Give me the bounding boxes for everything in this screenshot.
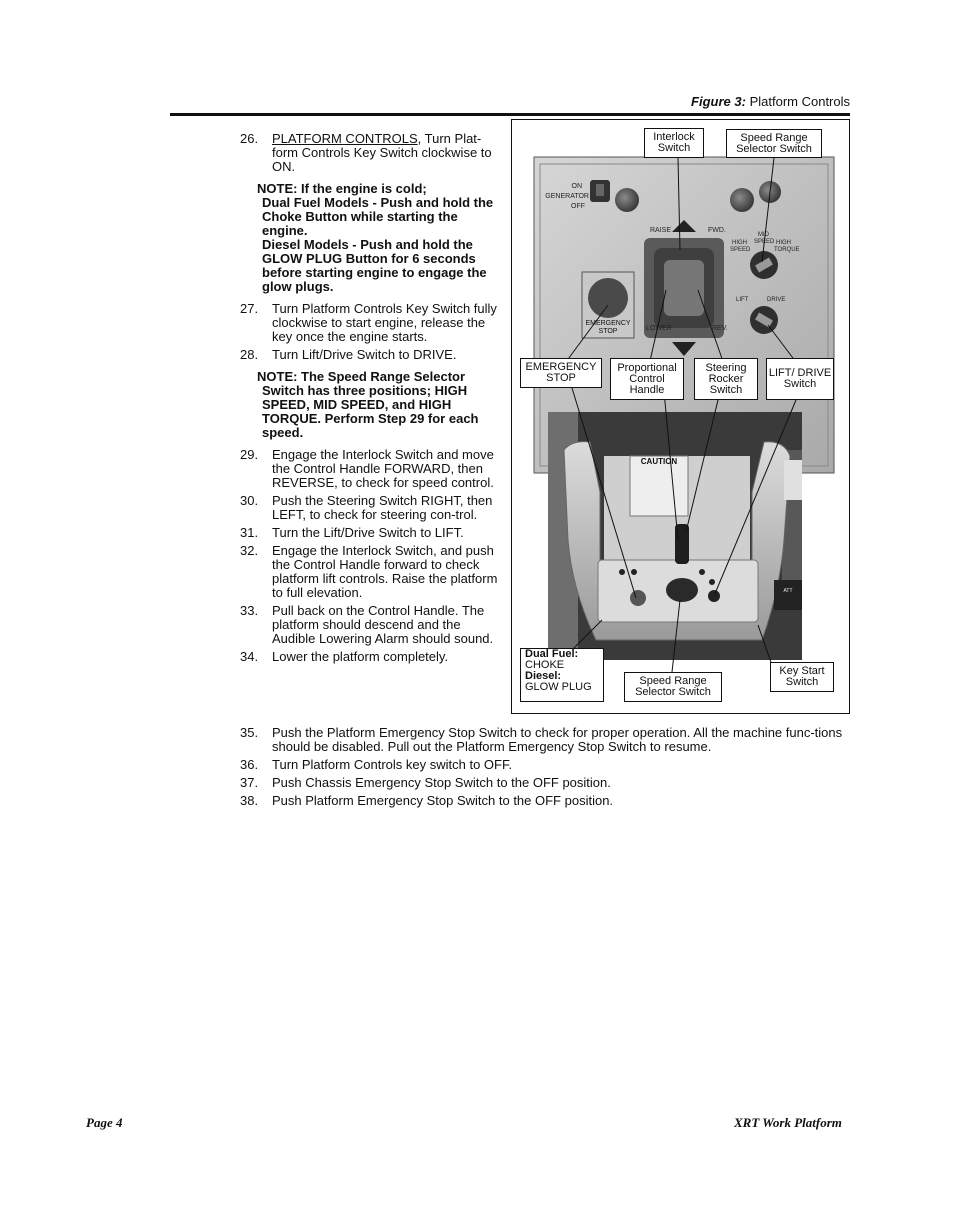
step-number: 32. [240, 543, 259, 558]
step-27 [240, 302, 502, 344]
step-text: Push Chassis Emergency Stop Switch to the OFF position. [272, 775, 611, 790]
choke-label: CHOKE [525, 659, 565, 671]
footer-page-number: Page 4 [86, 1115, 123, 1130]
step-text: Turn Lift/Drive Switch to DRIVE. [272, 347, 457, 362]
svg-text:RAISE: RAISE [650, 227, 672, 234]
steps-column [240, 132, 502, 668]
step-30 [240, 494, 502, 522]
step-number: 29. [240, 447, 259, 462]
glow-plug-label: GLOW PLUG [525, 681, 592, 693]
lift-drive-switch-icon [750, 306, 778, 334]
svg-text:OFF: OFF [571, 203, 585, 210]
note-engine-cold [257, 182, 502, 294]
step-31 [240, 526, 502, 540]
footer-document-title: XRT Work Platform [734, 1115, 842, 1130]
emergency-stop-small-icon [630, 590, 646, 606]
step-number: 36. [240, 757, 259, 772]
step-34 [240, 650, 502, 664]
svg-text:ON: ON [571, 183, 582, 190]
svg-text:FWD.: FWD. [708, 227, 726, 234]
step-35 [240, 726, 852, 754]
step-text: Turn Platform Controls Key Switch fully clockwise to start engine, release the key once the engine starts. [272, 301, 497, 344]
callout-speed-range-top: Speed Range Selector Switch [726, 129, 822, 158]
svg-text:LOWER: LOWER [646, 325, 672, 332]
svg-text:HIGH: HIGH [776, 240, 791, 246]
note-line: NOTE: If the engine is cold; [257, 181, 427, 196]
step-text: Push the Steering Switch RIGHT, then LEFT, to check for steering con-trol. [272, 493, 493, 522]
diesel-label: Diesel: [525, 670, 562, 682]
svg-text:SPEED: SPEED [754, 239, 775, 245]
figure-title: Platform Controls [749, 94, 850, 109]
callout-lift-drive: LIFT/ DRIVE Switch [766, 358, 834, 400]
step-36 [240, 758, 852, 772]
header-rule [170, 113, 850, 116]
callout-interlock-switch: Interlock Switch [644, 128, 704, 158]
note-line: NOTE: The Speed Range Selector [257, 369, 466, 384]
figure-caption [691, 94, 850, 109]
step-number: 34. [240, 649, 259, 664]
note-line: Diesel Models - Push and hold the GLOW PLUG Button for 6 seconds before starting engine to engage the glow plugs. [262, 237, 487, 294]
svg-text:SPEED: SPEED [730, 247, 751, 253]
svg-text:CAUTION: CAUTION [640, 457, 678, 466]
step-text: Lower the platform completely. [272, 649, 449, 664]
note-line: Switch has three positions; HIGH SPEED, MID SPEED, and HIGH TORQUE. Perform Step 29 for each speed. [262, 383, 479, 440]
step-text: Turn Platform Controls key switch to OFF. [272, 757, 513, 772]
svg-text:TORQUE: TORQUE [774, 247, 800, 253]
figure-label: Figure 3: [691, 94, 746, 109]
dual-fuel-label: Dual Fuel: [525, 648, 579, 660]
svg-text:DRIVE: DRIVE [767, 297, 786, 303]
step-number: 28. [240, 347, 259, 362]
svg-text:HIGH: HIGH [732, 240, 747, 246]
step-number: 33. [240, 603, 259, 618]
step-number: 38. [240, 793, 259, 808]
step-text: Turn the Lift/Drive Switch to LIFT. [272, 525, 464, 540]
svg-text:REV.: REV. [712, 325, 728, 332]
step-26 [240, 132, 502, 174]
svg-text:GENERATOR: GENERATOR [545, 193, 589, 200]
step-text [272, 132, 502, 174]
step-text: Push the Platform Emergency Stop Switch to check for proper operation. All the machine func-tions should be disabled. Pull out the Platform Emergency Stop Switch to resume. [272, 725, 843, 754]
svg-text:ATT: ATT [783, 588, 793, 594]
step-text: Push Platform Emergency Stop Switch to the OFF position. [272, 793, 614, 808]
lower-control-box-photo [548, 412, 802, 660]
steps-wide [240, 726, 852, 812]
platform-controls-figure [511, 119, 850, 714]
step-33 [240, 604, 502, 646]
svg-text:LIFT: LIFT [736, 297, 749, 303]
callout-key-start: Key Start Switch [770, 662, 834, 692]
step-number: 35. [240, 725, 259, 740]
step-text: Engage the Interlock Switch and move the Control Handle FORWARD, then REVERSE, to check for speed control. [272, 447, 494, 490]
step-37 [240, 776, 852, 790]
step-28 [240, 348, 502, 362]
svg-text:MID: MID [758, 232, 769, 238]
callout-emergency-stop: EMERGENCY STOP [520, 358, 602, 388]
callout-proportional-handle: Proportional Control Handle [610, 358, 684, 400]
panel-button-icon [730, 188, 754, 212]
step-number: 37. [240, 775, 259, 790]
step-32 [240, 544, 502, 600]
step-number: 31. [240, 525, 259, 540]
step-38 [240, 794, 852, 808]
svg-text:STOP: STOP [598, 328, 618, 335]
figure-illustration [512, 120, 849, 713]
callout-speed-range-bottom: Speed Range Selector Switch [624, 672, 722, 702]
callout-steering-rocker: Steering Rocker Switch [694, 358, 758, 400]
callout-choke-glow-plug [520, 648, 604, 702]
step-text: Engage the Interlock Switch, and push the Control Handle forward to check platform lift controls. Raise the platform to full elevation. [272, 543, 498, 600]
speed-selector-icon [750, 251, 778, 279]
step-text-rest: , Turn Plat-form Controls Key Switch clockwise to ON. [272, 131, 492, 174]
step-29 [240, 448, 502, 490]
step-number: 30. [240, 493, 259, 508]
svg-text:EMERGENCY: EMERGENCY [585, 320, 631, 327]
step-number: 27. [240, 301, 259, 316]
step-lead: PLATFORM CONTROLS [272, 131, 418, 146]
note-speed-range [257, 370, 502, 440]
step-number: 26. [240, 131, 259, 146]
generator-switch-icon [590, 180, 610, 202]
note-line: Dual Fuel Models - Push and hold the Choke Button while starting the engine. [262, 195, 494, 238]
choke-button-icon [615, 188, 639, 212]
step-text: Pull back on the Control Handle. The platform should descend and the Audible Lowering Alarm should sound. [272, 603, 494, 646]
